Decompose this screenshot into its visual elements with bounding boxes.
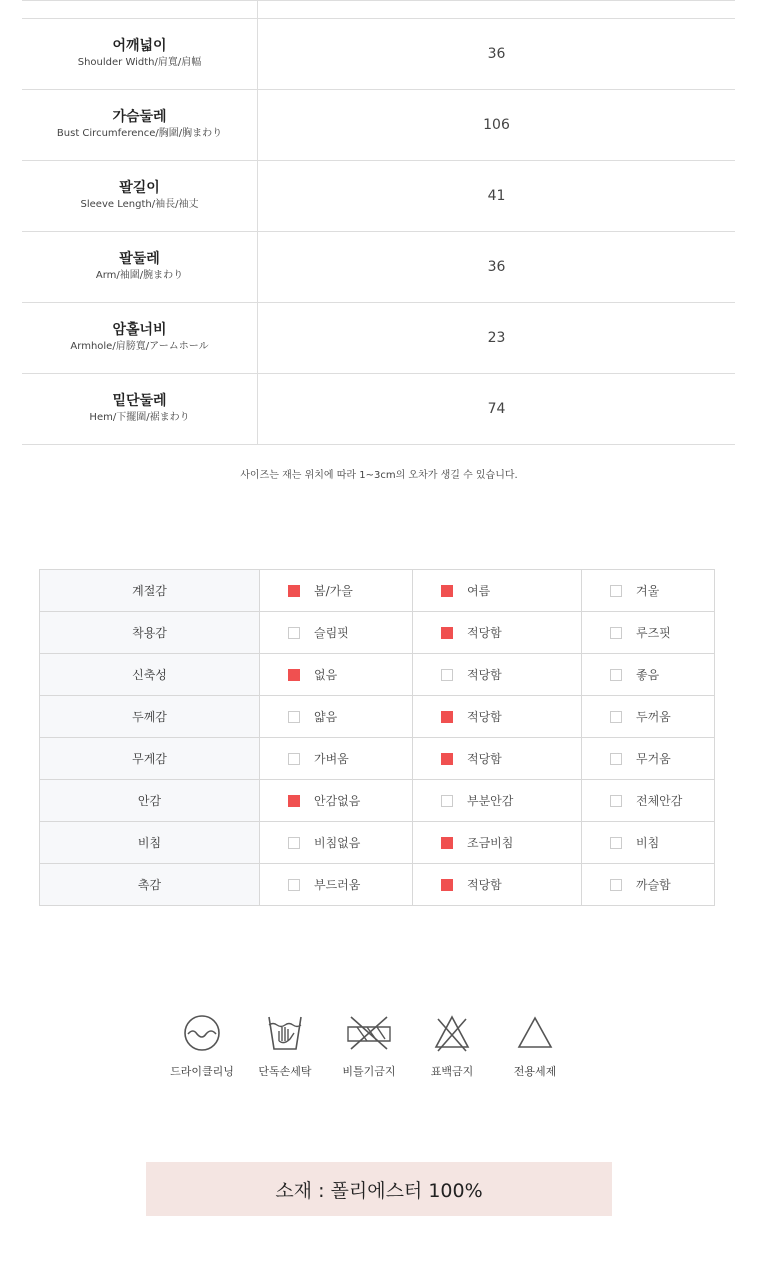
feature-option [413, 864, 582, 906]
size-note: 사이즈는 재는 위치에 따라 1~3cm의 오차가 생길 수 있습니다. [240, 470, 518, 481]
size-row [22, 303, 735, 374]
size-row [22, 19, 735, 90]
feature-option-label: 여름 [467, 584, 491, 598]
checkbox [288, 795, 300, 807]
size-name-ko: 가슴둘레 [112, 109, 167, 125]
size-row [22, 232, 735, 303]
checkbox [610, 837, 622, 849]
feature-name: 신축성 [40, 654, 260, 696]
size-name-ko: 팔길이 [119, 180, 160, 196]
checkbox [441, 585, 453, 597]
no-wring-icon [345, 1013, 393, 1053]
size-value: 23 [487, 330, 506, 346]
checkbox [441, 627, 453, 639]
feature-option-label: 봄/가을 [314, 584, 353, 598]
feature-row [40, 612, 715, 654]
detergent-icon [515, 1013, 555, 1053]
feature-option-label: 가벼움 [314, 752, 349, 766]
feature-row [40, 864, 715, 906]
size-label [22, 232, 258, 302]
feature-option-label: 무거움 [636, 752, 671, 766]
feature-option-label: 루즈핏 [636, 626, 671, 640]
feature-option [413, 738, 582, 780]
feature-option [260, 570, 413, 612]
size-label [22, 19, 258, 89]
checkbox [610, 711, 622, 723]
feature-option [582, 612, 715, 654]
feature-option [413, 696, 582, 738]
feature-option [413, 822, 582, 864]
feature-option-label: 슬림핏 [314, 626, 349, 640]
size-value: 41 [487, 188, 506, 204]
size-value: 106 [483, 117, 510, 133]
checkbox [441, 879, 453, 891]
care-label: 드라이클리닝 [170, 1065, 234, 1078]
feature-option [260, 864, 413, 906]
size-label [22, 374, 258, 444]
feature-option-label: 없음 [314, 668, 338, 682]
feature-option-label: 좋음 [636, 668, 660, 682]
size-value: 36 [487, 259, 506, 275]
hand-wash-icon [265, 1013, 305, 1053]
feature-option-label: 적당함 [467, 710, 502, 724]
care-item-detergent [490, 1013, 580, 1079]
checkbox [441, 669, 453, 681]
size-name-en: Hem/下擺圍/裾まわり [89, 412, 190, 423]
checkbox [288, 627, 300, 639]
feature-name: 계절감 [40, 570, 260, 612]
material-banner: 소재 : 폴리에스터 100% [146, 1162, 612, 1216]
size-name-en: Sleeve Length/袖長/袖丈 [80, 199, 199, 210]
feature-name: 착용감 [40, 612, 260, 654]
size-row [22, 161, 735, 232]
size-name-en: Arm/袖圍/腕まわり [95, 270, 184, 281]
feature-row [40, 654, 715, 696]
feature-option-label: 부드러움 [314, 878, 361, 892]
size-name-en: Armhole/肩膀寬/アームホール [70, 341, 209, 352]
feature-option-label: 까슬함 [636, 878, 671, 892]
care-label: 전용세제 [513, 1065, 557, 1078]
feature-option [413, 780, 582, 822]
feature-option-label: 겨울 [636, 584, 660, 598]
checkbox [610, 879, 622, 891]
size-table-top [22, 1, 735, 19]
size-value: 74 [487, 401, 506, 417]
feature-row [40, 822, 715, 864]
feature-option [413, 654, 582, 696]
feature-option-label: 적당함 [467, 878, 502, 892]
feature-name: 무게감 [40, 738, 260, 780]
checkbox [610, 669, 622, 681]
size-label [22, 161, 258, 231]
checkbox [288, 585, 300, 597]
size-table [22, 0, 735, 445]
feature-row [40, 696, 715, 738]
checkbox [288, 753, 300, 765]
care-item-hand-wash [240, 1013, 330, 1079]
checkbox [288, 879, 300, 891]
care-label: 단독손세탁 [258, 1065, 312, 1078]
feature-option-label: 적당함 [467, 668, 502, 682]
feature-name: 안감 [40, 780, 260, 822]
feature-option-label: 얇음 [314, 710, 338, 724]
feature-option-label: 적당함 [467, 626, 502, 640]
size-row [22, 90, 735, 161]
size-name-en: Shoulder Width/肩寬/肩幅 [77, 57, 202, 68]
checkbox [288, 837, 300, 849]
feature-option [582, 780, 715, 822]
feature-option-label: 부분안감 [467, 794, 514, 808]
feature-row [40, 738, 715, 780]
feature-name: 비침 [40, 822, 260, 864]
care-item-no-bleach [407, 1013, 497, 1079]
feature-option [413, 612, 582, 654]
feature-option [582, 570, 715, 612]
dry-cleaning-icon [182, 1013, 222, 1053]
feature-option [260, 696, 413, 738]
feature-option [260, 654, 413, 696]
size-name-ko: 팔둘레 [119, 251, 160, 267]
feature-option [413, 570, 582, 612]
size-value: 36 [487, 46, 506, 62]
size-label [22, 303, 258, 373]
feature-option-label: 비침 [636, 836, 660, 850]
checkbox [441, 753, 453, 765]
feature-option [582, 654, 715, 696]
feature-name: 두께감 [40, 696, 260, 738]
feature-table [39, 569, 715, 906]
feature-option-label: 비침없음 [314, 836, 361, 850]
care-label: 비틀기금지 [342, 1065, 396, 1078]
size-name-ko: 어깨넓이 [112, 38, 167, 54]
size-row [22, 374, 735, 445]
size-name-ko: 밑단둘레 [112, 393, 167, 409]
feature-option [582, 738, 715, 780]
checkbox [610, 795, 622, 807]
size-name-en: Bust Circumference/胸圍/胸まわり [56, 128, 223, 139]
checkbox [288, 711, 300, 723]
feature-row [40, 780, 715, 822]
care-item-no-wring [324, 1013, 414, 1079]
checkbox [288, 669, 300, 681]
checkbox [610, 585, 622, 597]
feature-option [260, 780, 413, 822]
care-item-dry-cleaning [157, 1013, 247, 1079]
size-name-ko: 암홀너비 [112, 322, 167, 338]
feature-option-label: 적당함 [467, 752, 502, 766]
checkbox [441, 837, 453, 849]
feature-option [582, 696, 715, 738]
feature-option [582, 864, 715, 906]
checkbox [441, 711, 453, 723]
checkbox [441, 795, 453, 807]
feature-option-label: 조금비침 [467, 836, 514, 850]
size-label [22, 90, 258, 160]
feature-option [260, 738, 413, 780]
care-label: 표백금지 [430, 1065, 474, 1078]
feature-option-label: 두꺼움 [636, 710, 671, 724]
feature-name: 촉감 [40, 864, 260, 906]
feature-option-label: 안감없음 [314, 794, 361, 808]
feature-option [260, 822, 413, 864]
checkbox [610, 627, 622, 639]
feature-option [260, 612, 413, 654]
no-bleach-icon [432, 1013, 472, 1053]
feature-option [582, 822, 715, 864]
checkbox [610, 753, 622, 765]
feature-row [40, 570, 715, 612]
feature-option-label: 전체안감 [636, 794, 683, 808]
